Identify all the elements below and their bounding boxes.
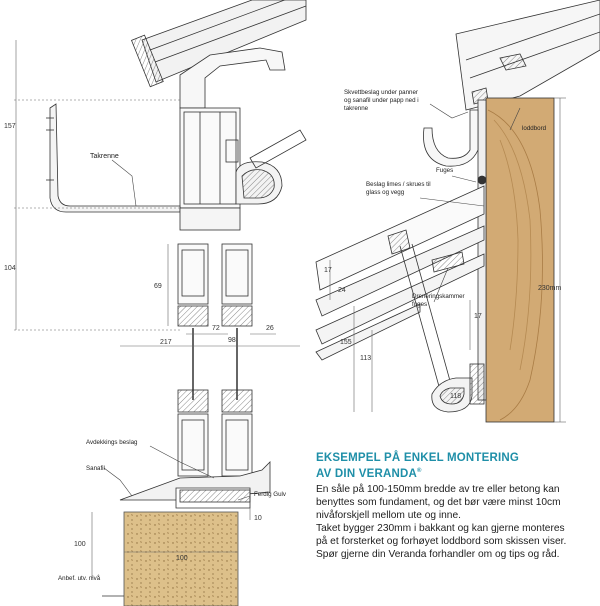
roof-wall-section-drawing bbox=[316, 0, 600, 422]
dim-157: 157 bbox=[4, 123, 16, 130]
timber-loddbord bbox=[478, 98, 554, 422]
dim-17-upper: 17 bbox=[324, 267, 332, 274]
label-skvettbeslag-3: takrenne bbox=[344, 105, 369, 112]
section-heading bbox=[316, 452, 596, 481]
dim-98: 98 bbox=[228, 337, 236, 344]
upper-gutter-detail bbox=[423, 110, 486, 184]
label-fuges: Fuges bbox=[436, 167, 454, 174]
roof-slope bbox=[456, 0, 600, 110]
label-loddbord: loddbord bbox=[522, 125, 547, 132]
dim-155: 155 bbox=[340, 339, 352, 346]
window-section-drawing bbox=[14, 0, 306, 606]
label-beslag-1: Beslag limes / skrues til bbox=[366, 181, 431, 188]
description-text-block bbox=[316, 452, 596, 561]
dim-104: 104 bbox=[4, 265, 16, 272]
dim-26: 26 bbox=[266, 325, 274, 332]
dim-17-lower: 17 bbox=[474, 313, 482, 320]
body-line-3: nivåforskjell mellom ute og inne. bbox=[316, 509, 461, 521]
label-beslag-2: glass og vegg bbox=[366, 189, 405, 196]
label-ferdig-gulv: Ferdig Gulv bbox=[254, 491, 286, 498]
body-line-5: på et forsterket og forhøyet loddbord som skissen viser. bbox=[316, 535, 567, 547]
body-line-1: En såle på 100-150mm bredde av tre eller betong kan bbox=[316, 483, 560, 495]
dim-113: 113 bbox=[360, 355, 372, 362]
body-line-2: benyttes som fundament, og det bør være minst 10cm bbox=[316, 496, 561, 508]
dim-69: 69 bbox=[154, 283, 162, 290]
roof-panel bbox=[132, 0, 306, 87]
label-avdekkings-beslag: Avdekkings beslag bbox=[86, 439, 138, 446]
label-sanafil: Sanafil bbox=[86, 465, 105, 472]
lower-gutter-detail bbox=[432, 364, 484, 412]
foundation-block bbox=[102, 512, 238, 606]
header-profile bbox=[180, 48, 306, 208]
registered-mark: ® bbox=[416, 468, 422, 474]
label-anbef-utv-niva: Anbef. utv. nivå bbox=[58, 575, 101, 582]
label-dreneringskammer-1: Dreneringskammer bbox=[412, 293, 465, 300]
label-skvettbeslag-1: Skvettbeslag under panner bbox=[344, 89, 418, 96]
label-skvettbeslag-2: og sanafil under papp ned i bbox=[344, 97, 419, 104]
dim-72: 72 bbox=[212, 325, 220, 332]
label-takrenne: Takrenne bbox=[90, 153, 119, 160]
dim-217: 217 bbox=[160, 339, 172, 346]
label-dreneringskammer-2: fuges bbox=[412, 301, 428, 308]
body-line-4: Taket bygger 230mm i bakkant og kan gjerne monteres bbox=[316, 522, 565, 534]
dim-24: 24 bbox=[338, 287, 346, 294]
body-line-6: Spør gjerne din Veranda forhandler om og tips og råd. bbox=[316, 548, 560, 560]
dim-118: 118 bbox=[450, 393, 462, 400]
upper-sash-profiles bbox=[178, 208, 252, 400]
dim-230mm: 230mm bbox=[538, 285, 562, 292]
lower-sash-profiles bbox=[178, 390, 252, 476]
dim-100-vertical: 100 bbox=[74, 541, 86, 548]
dim-100-horizontal: 100 bbox=[176, 555, 188, 562]
heading-line-1: EKSEMPEL PÅ ENKEL MONTERING bbox=[316, 452, 520, 464]
dim-10: 10 bbox=[254, 515, 262, 522]
heading-line-2: AV DIN VERANDA bbox=[316, 467, 417, 480]
